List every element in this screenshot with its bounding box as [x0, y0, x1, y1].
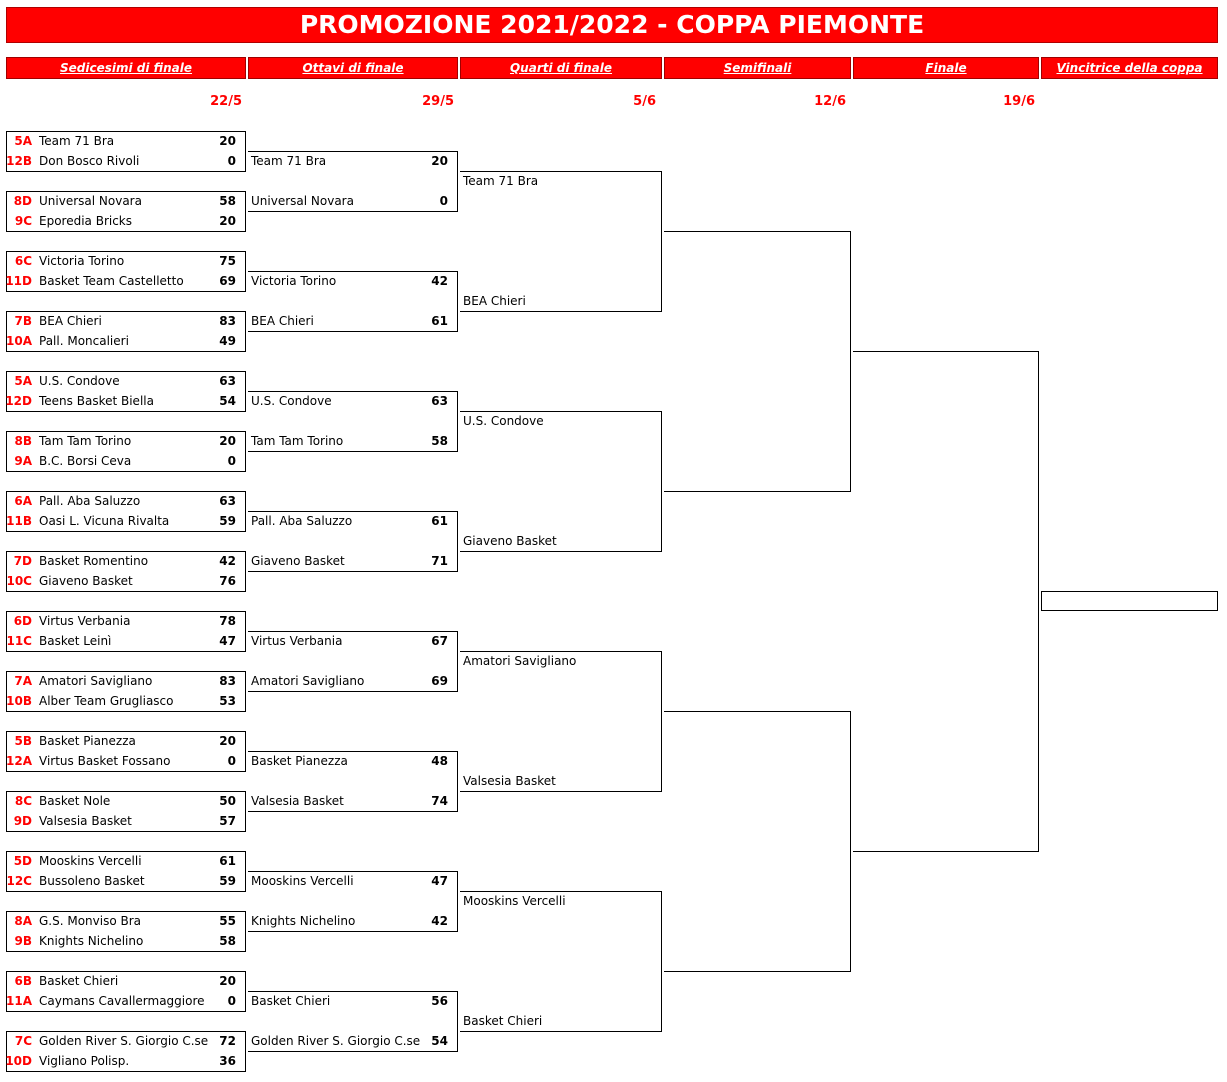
team-name: U.S. Condove: [463, 414, 544, 428]
team-seed: 5A: [14, 134, 32, 148]
bracket-line: [460, 1031, 662, 1032]
team-seed: 7C: [14, 1034, 32, 1048]
team-seed: 8D: [13, 194, 32, 208]
team-score: 47: [219, 634, 236, 648]
team-name: Teens Basket Biella: [39, 394, 154, 408]
team-seed: 10D: [5, 1054, 32, 1068]
team-score: 58: [219, 934, 236, 948]
team-name: Virtus Verbania: [39, 614, 131, 628]
team-score: 75: [219, 254, 236, 268]
bracket-line: [248, 451, 458, 452]
team-name: BEA Chieri: [39, 314, 102, 328]
team-score: 42: [431, 914, 448, 928]
team-score: 71: [431, 554, 448, 568]
team-seed: 11C: [6, 634, 32, 648]
team-seed: 11B: [6, 514, 32, 528]
team-score: 20: [431, 154, 448, 168]
team-score: 61: [431, 314, 448, 328]
bracket-line: [457, 391, 458, 451]
team-seed: 9C: [14, 214, 32, 228]
team-score: 0: [439, 194, 448, 208]
team-name: Team 71 Bra: [39, 134, 115, 148]
bracket-line: [850, 231, 851, 492]
team-name: Don Bosco Rivoli: [39, 154, 140, 168]
bracket-line: [460, 791, 662, 792]
team-name: Knights Nichelino: [39, 934, 144, 948]
team-score: 20: [219, 214, 236, 228]
team-name: Basket Chieri: [463, 1014, 543, 1028]
bracket-line: [853, 351, 1039, 352]
team-score: 0: [227, 154, 236, 168]
team-name: Basket Pianezza: [39, 734, 136, 748]
team-name: Pall. Aba Saluzzo: [39, 494, 141, 508]
team-score: 56: [431, 994, 448, 1008]
bracket-line: [661, 651, 662, 791]
bracket-line: [248, 691, 458, 692]
round-header-r32: Sedicesimi di finale: [6, 57, 246, 79]
team-score: 54: [431, 1034, 448, 1048]
team-seed: 6A: [14, 494, 32, 508]
bracket-line: [661, 891, 662, 1031]
team-score: 63: [219, 494, 236, 508]
team-name: Virtus Verbania: [251, 634, 343, 648]
team-name: Tam Tam Torino: [251, 434, 344, 448]
team-score: 0: [227, 994, 236, 1008]
team-name: Amatori Savigliano: [39, 674, 153, 688]
team-score: 48: [431, 754, 448, 768]
team-score: 20: [219, 434, 236, 448]
team-name: Pall. Aba Saluzzo: [251, 514, 353, 528]
team-name: Tam Tam Torino: [39, 434, 132, 448]
round-date-qf: 5/6: [633, 94, 656, 109]
team-seed: 12D: [5, 394, 32, 408]
round-date-sf: 12/6: [814, 94, 846, 109]
team-score: 63: [219, 374, 236, 388]
team-score: 20: [219, 734, 236, 748]
team-name: Pall. Moncalieri: [39, 334, 129, 348]
bracket-line: [457, 631, 458, 691]
bracket-line: [457, 271, 458, 331]
team-score: 54: [219, 394, 236, 408]
team-name: Basket Leinì: [39, 634, 112, 648]
bracket-line: [457, 991, 458, 1051]
team-score: 74: [431, 794, 448, 808]
bracket-line: [1038, 351, 1039, 852]
bracket-line: [457, 871, 458, 931]
team-score: 78: [219, 614, 236, 628]
team-name: BEA Chieri: [251, 314, 314, 328]
bracket-line: [853, 851, 1039, 852]
team-name: U.S. Condove: [39, 374, 120, 388]
bracket-line: [457, 751, 458, 811]
team-score: 42: [431, 274, 448, 288]
page-title: PROMOZIONE 2021/2022 - COPPA PIEMONTE: [6, 7, 1218, 43]
team-name: Basket Chieri: [39, 974, 119, 988]
team-name: Bussoleno Basket: [39, 874, 145, 888]
team-name: Team 71 Bra: [251, 154, 327, 168]
bracket-line: [664, 711, 851, 712]
team-name: Valsesia Basket: [39, 814, 132, 828]
team-name: Golden River S. Giorgio C.se: [39, 1034, 209, 1048]
team-score: 20: [219, 134, 236, 148]
round-date-final: 19/6: [1003, 94, 1035, 109]
round-header-r16: Ottavi di finale: [248, 57, 458, 79]
bracket-line: [248, 811, 458, 812]
team-score: 57: [219, 814, 236, 828]
round-date-r32: 22/5: [210, 94, 242, 109]
team-name: U.S. Condove: [251, 394, 332, 408]
team-score: 58: [219, 194, 236, 208]
team-seed: 6D: [13, 614, 32, 628]
team-name: Valsesia Basket: [251, 794, 344, 808]
team-seed: 7D: [13, 554, 32, 568]
team-score: 83: [219, 314, 236, 328]
team-score: 0: [227, 454, 236, 468]
team-name: Mooskins Vercelli: [251, 874, 354, 888]
team-score: 42: [219, 554, 236, 568]
bracket-line: [457, 511, 458, 571]
team-seed: 10B: [6, 694, 32, 708]
team-name: Giaveno Basket: [463, 534, 557, 548]
team-name: Caymans Cavallermaggiore: [39, 994, 205, 1008]
bracket-line: [457, 151, 458, 211]
team-name: Giaveno Basket: [251, 554, 345, 568]
team-name: Basket Team Castelletto: [39, 274, 184, 288]
team-score: 47: [431, 874, 448, 888]
team-name: BEA Chieri: [463, 294, 526, 308]
team-name: Virtus Basket Fossano: [39, 754, 171, 768]
team-name: Basket Nole: [39, 794, 111, 808]
bracket-line: [661, 171, 662, 311]
team-score: 0: [227, 754, 236, 768]
bracket-line: [248, 211, 458, 212]
team-score: 72: [219, 1034, 236, 1048]
team-seed: 5B: [14, 734, 32, 748]
team-name: Valsesia Basket: [463, 774, 556, 788]
team-seed: 5A: [14, 374, 32, 388]
winner-box: [1041, 591, 1218, 611]
bracket-line: [248, 931, 458, 932]
team-name: G.S. Monviso Bra: [39, 914, 142, 928]
team-name: Mooskins Vercelli: [463, 894, 566, 908]
team-name: Basket Pianezza: [251, 754, 348, 768]
team-score: 53: [219, 694, 236, 708]
bracket-line: [460, 311, 662, 312]
team-name: Amatori Savigliano: [463, 654, 577, 668]
bracket-line: [460, 551, 662, 552]
team-seed: 9D: [13, 814, 32, 828]
team-seed: 9A: [14, 454, 32, 468]
team-seed: 7B: [14, 314, 32, 328]
team-score: 58: [431, 434, 448, 448]
team-name: Universal Novara: [251, 194, 354, 208]
team-score: 49: [219, 334, 236, 348]
team-score: 61: [219, 854, 236, 868]
team-name: Basket Romentino: [39, 554, 149, 568]
team-score: 76: [219, 574, 236, 588]
team-seed: 12A: [6, 754, 32, 768]
team-name: Alber Team Grugliasco: [39, 694, 174, 708]
team-name: Knights Nichelino: [251, 914, 356, 928]
bracket-line: [248, 571, 458, 572]
bracket-line: [850, 711, 851, 972]
team-name: Basket Chieri: [251, 994, 331, 1008]
team-name: Golden River S. Giorgio C.se: [251, 1034, 421, 1048]
team-seed: 8A: [14, 914, 32, 928]
team-score: 69: [431, 674, 448, 688]
team-name: Giaveno Basket: [39, 574, 133, 588]
team-score: 61: [431, 514, 448, 528]
team-seed: 10A: [6, 334, 32, 348]
team-seed: 6C: [14, 254, 32, 268]
team-score: 59: [219, 514, 236, 528]
round-header-final: Finale: [853, 57, 1039, 79]
team-seed: 10C: [6, 574, 32, 588]
team-score: 50: [219, 794, 236, 808]
team-seed: 5D: [13, 854, 32, 868]
team-name: Mooskins Vercelli: [39, 854, 142, 868]
bracket-line: [248, 331, 458, 332]
team-seed: 7A: [14, 674, 32, 688]
bracket-line: [664, 491, 851, 492]
team-score: 83: [219, 674, 236, 688]
round-header-winner: Vincitrice della coppa: [1041, 57, 1218, 79]
team-score: 69: [219, 274, 236, 288]
team-name: Universal Novara: [39, 194, 142, 208]
team-seed: 12C: [6, 874, 32, 888]
team-seed: 11D: [5, 274, 32, 288]
team-score: 55: [219, 914, 236, 928]
team-seed: 8C: [14, 794, 32, 808]
round-date-r16: 29/5: [422, 94, 454, 109]
bracket-line: [664, 971, 851, 972]
team-seed: 8B: [14, 434, 32, 448]
team-seed: 6B: [14, 974, 32, 988]
team-name: Victoria Torino: [251, 274, 337, 288]
round-header-sf: Semifinali: [664, 57, 851, 79]
round-header-qf: Quarti di finale: [460, 57, 662, 79]
team-score: 59: [219, 874, 236, 888]
team-score: 20: [219, 974, 236, 988]
team-name: Team 71 Bra: [463, 174, 539, 188]
bracket-line: [248, 1051, 458, 1052]
team-score: 67: [431, 634, 448, 648]
bracket-line: [664, 231, 851, 232]
team-name: B.C. Borsi Ceva: [39, 454, 132, 468]
team-seed: 12B: [6, 154, 32, 168]
team-seed: 9B: [14, 934, 32, 948]
bracket-line: [661, 411, 662, 551]
team-score: 36: [219, 1054, 236, 1068]
team-name: Oasi L. Vicuna Rivalta: [39, 514, 170, 528]
team-name: Vigliano Polisp.: [39, 1054, 130, 1068]
team-name: Amatori Savigliano: [251, 674, 365, 688]
team-score: 63: [431, 394, 448, 408]
team-seed: 11A: [6, 994, 32, 1008]
team-name: Victoria Torino: [39, 254, 125, 268]
team-name: Eporedia Bricks: [39, 214, 133, 228]
